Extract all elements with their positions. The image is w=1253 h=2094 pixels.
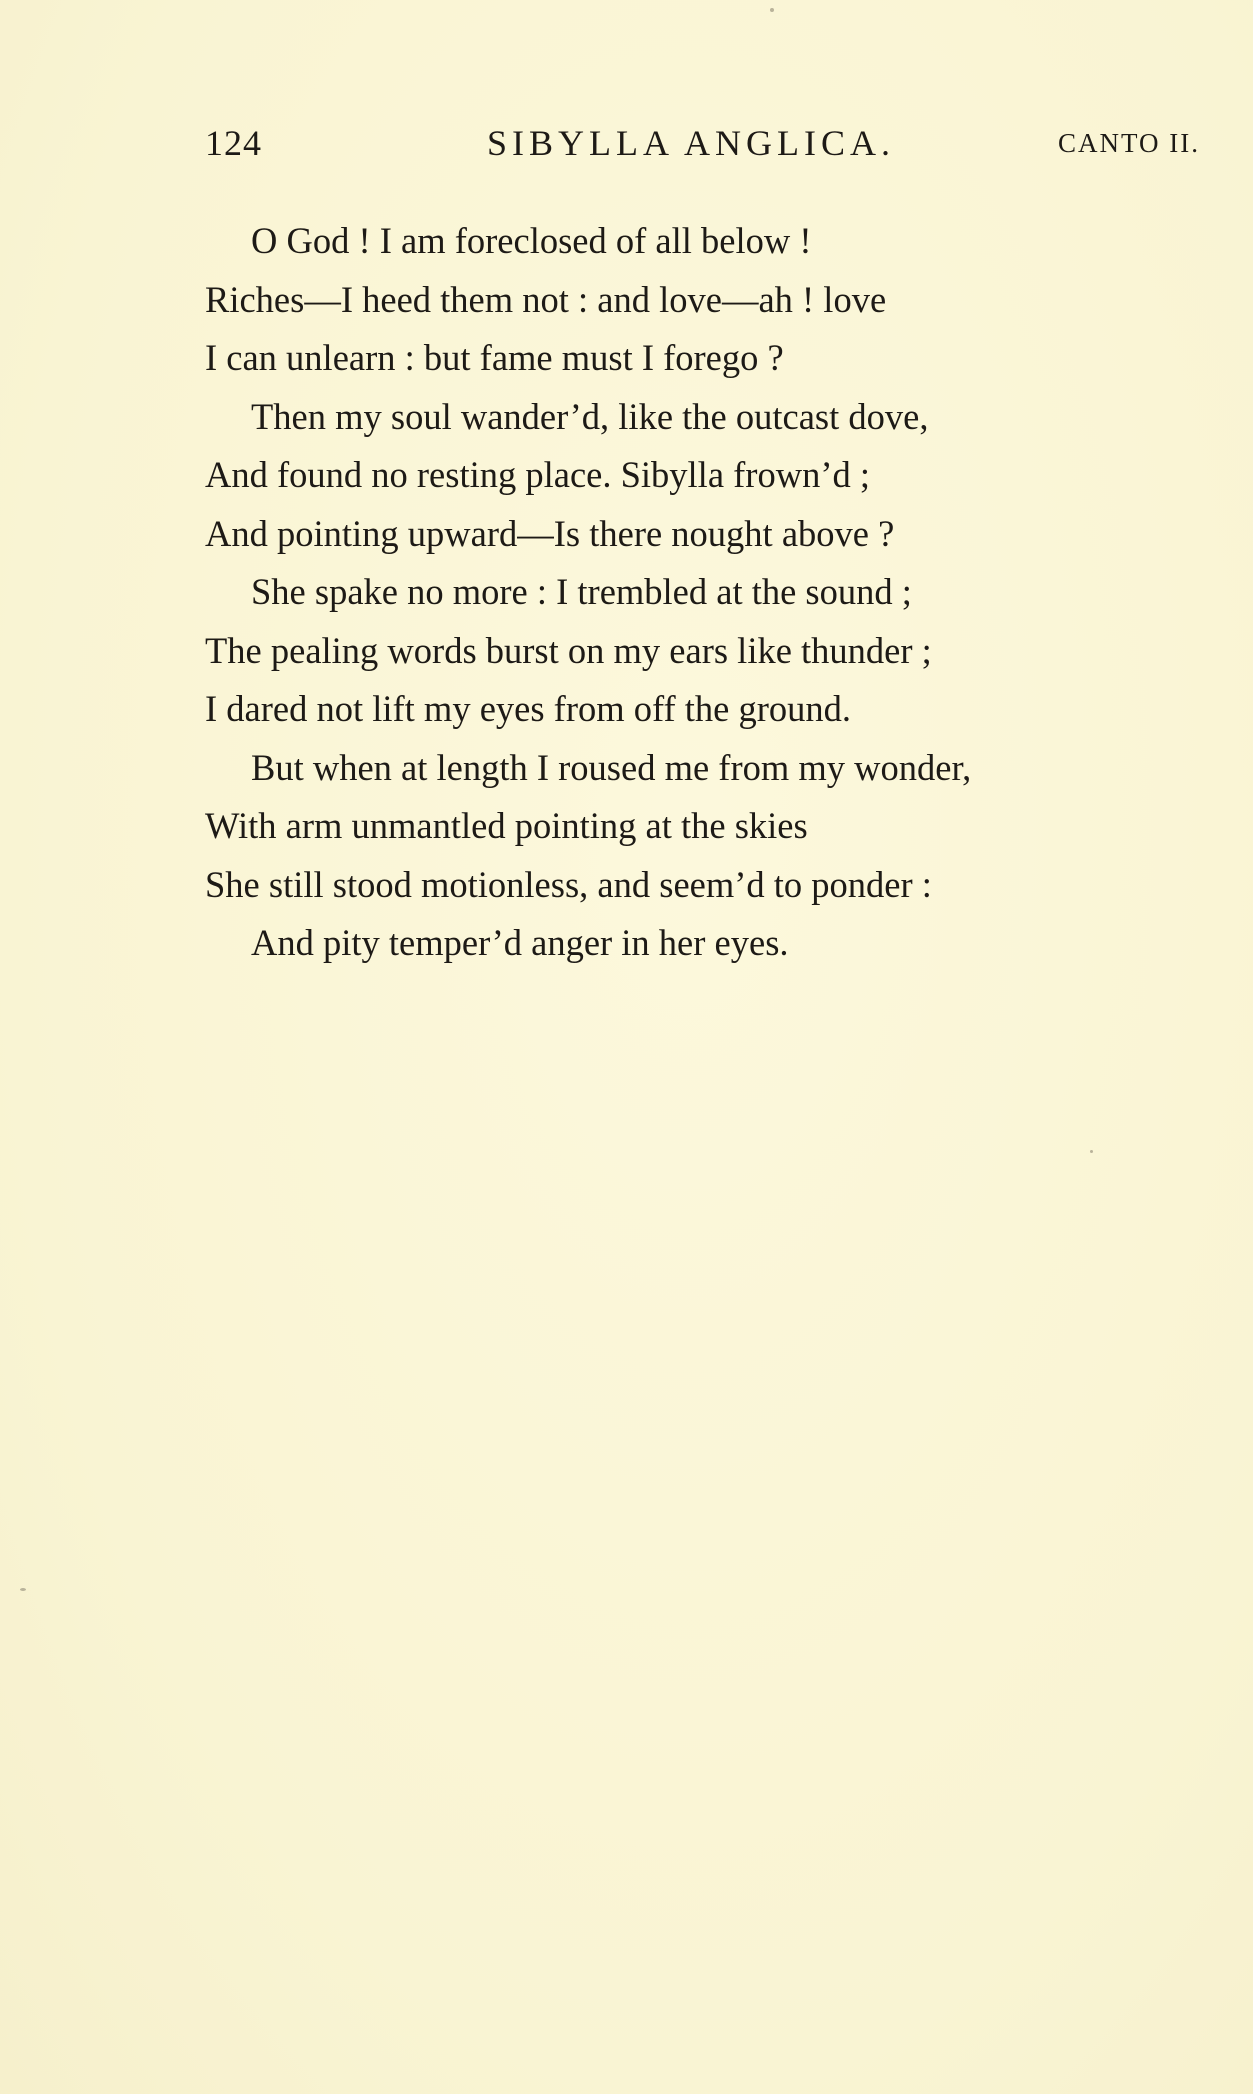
poem-line: She spake no more : I trembled at the sound ; xyxy=(251,571,912,612)
paper-speck xyxy=(1090,1150,1093,1153)
paper-speck xyxy=(770,8,774,12)
poem-line: Riches—I heed them not : and love—ah ! love xyxy=(205,278,887,320)
poem-line: I can unlearn : but fame must I forego ? xyxy=(205,337,784,378)
poem-line: And pointing upward—Is there nought above ? xyxy=(205,512,895,554)
poem-line: The pealing words burst on my ears like thunder ; xyxy=(205,629,932,671)
poem-line: But when at length I roused me from my wonder, xyxy=(251,746,972,788)
poem-line: Then my soul wander’d, like the outcast dove, xyxy=(251,395,929,437)
page-number: 124 xyxy=(205,123,262,163)
poem-line: O God ! I am foreclosed of all below ! xyxy=(251,220,812,261)
poem-line: I dared not lift my eyes from off the ground. xyxy=(205,688,852,729)
poem-line: She still stood motionless, and seem’d to ponder : xyxy=(205,863,932,905)
canto-label: CANTO II. xyxy=(1058,128,1200,158)
page-header xyxy=(205,122,1200,172)
running-title: SIBYLLA ANGLICA. xyxy=(487,123,896,163)
paper-speck xyxy=(20,1588,26,1591)
poem-line: And found no resting place. Sibylla frown’d ; xyxy=(205,454,870,495)
poem-line: With arm unmantled pointing at the skies xyxy=(205,805,808,846)
poem-body xyxy=(205,212,1185,973)
poem-line: And pity temper’d anger in her eyes. xyxy=(251,922,789,963)
